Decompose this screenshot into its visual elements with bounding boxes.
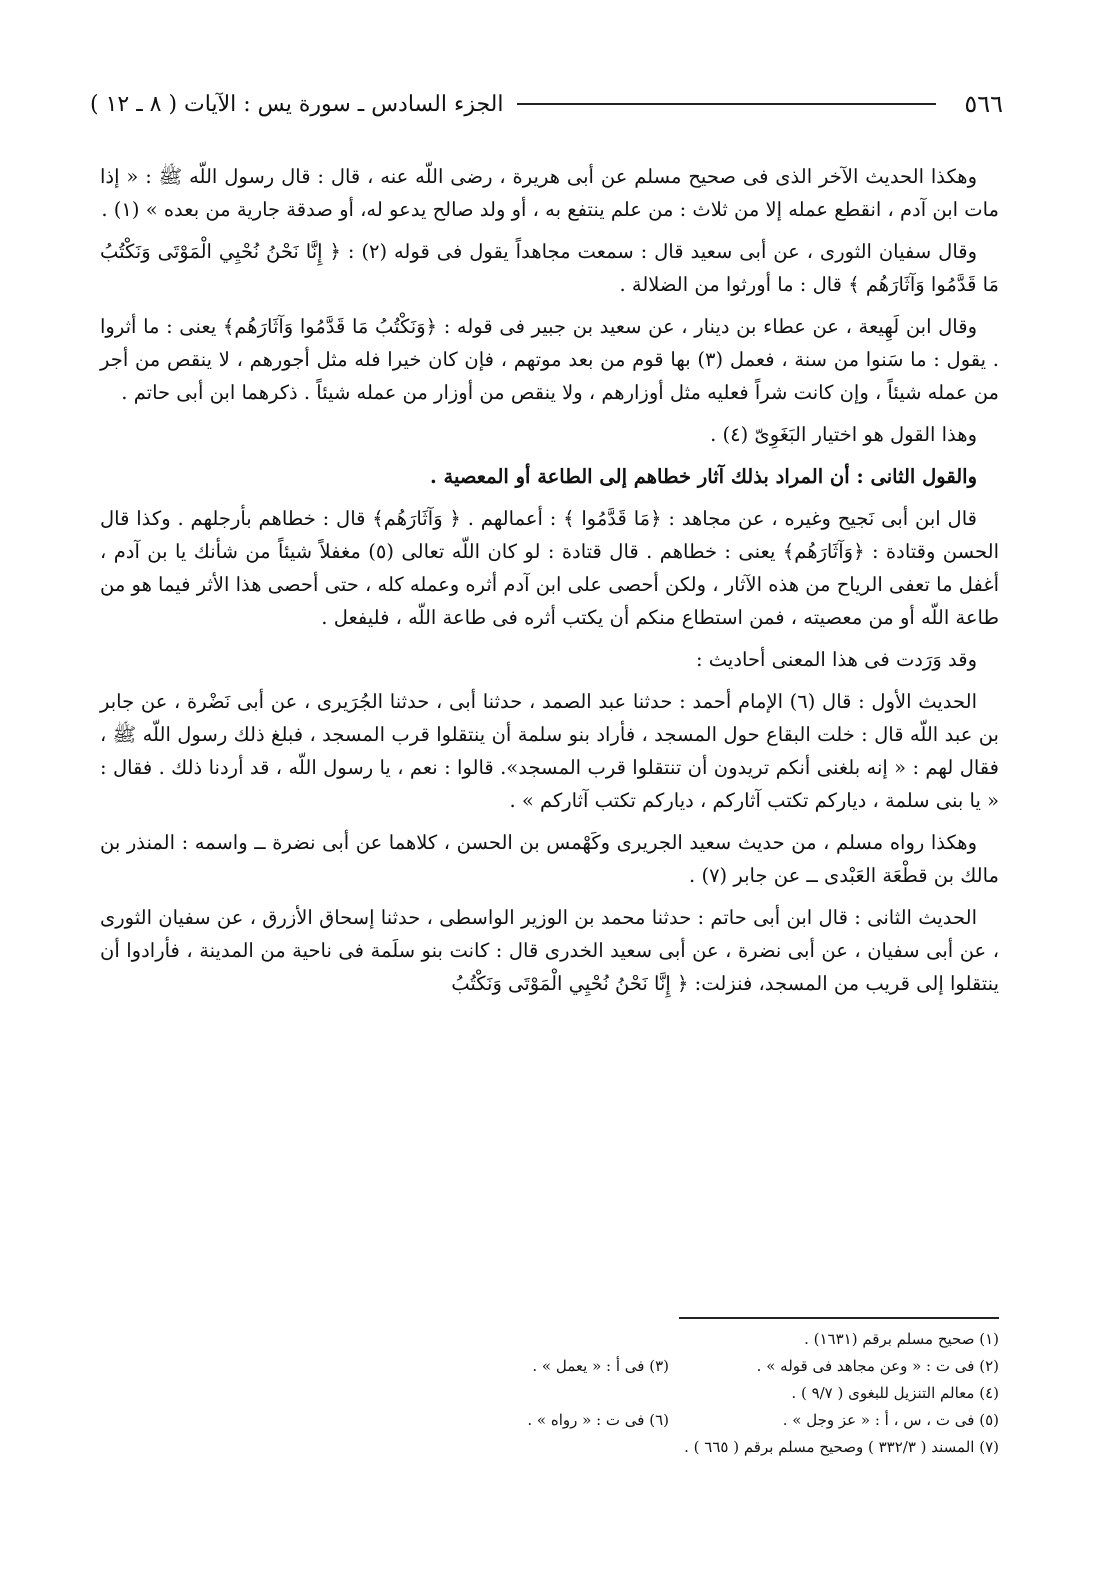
- header-title: الجزء السادس ـ سورة يس : الآيات ( ٨ ـ ١٢ ): [90, 91, 504, 117]
- paragraph-2: وقال سفيان الثورى ، عن أبى سعيد قال : سمعت مجاهداً يقول فى قوله (٢) : ﴿ إِنَّا نَحْنُ نُحْيِي الْمَوْتَى وَنَكْتُبُ مَا قَدَّمُوا وَآثَارَهُم ﴾ قال : ما أورثوا من الضلالة .: [100, 240, 999, 296]
- footnote-2: (٢) فى ت : « وعن مجاهد فى قوله » .: [756, 1357, 999, 1375]
- footnote-row: [160, 1407, 999, 1434]
- paragraph-1: وهكذا الحديث الآخر الذى فى صحيح مسلم عن أبى هريرة ، رضى اللّه عنه ، قال : قال رسول اللّه ﷺ : « إذا مات ابن آدم ، انقطع عمله إلا من ثلاث : من علم ينتفع به ، أو ولد صالح يدعو له، أو صدقة جارية من بعده » (١) .: [100, 165, 999, 221]
- paragraph-10: الحديث الثانى : قال ابن أبى حاتم : حدثنا محمد بن الوزير الواسطى ، حدثنا إسحاق الأزرق ، عن سفيان الثورى ، عن أبى سفيان ، عن أبى نضرة ، عن أبى سعيد الخدرى قال : كانت بنو سلَمة فى ناحية من المدينة ، فأرادوا أن ينتقلوا إلى قريب من المسجد، فنزلت: ﴿ إِنَّا نَحْنُ نُحْيِي الْمَوْتَى وَنَكْتُبُ: [100, 906, 999, 995]
- footnote-row: [160, 1380, 999, 1407]
- footnote-empty: [160, 1434, 684, 1461]
- footnote-5: (٥) فى ت ، س ، أ : « عز وجل » .: [782, 1411, 999, 1429]
- footnote-row: [160, 1353, 999, 1380]
- footnote-7: (٧) المسند ( ٣٣٢/٣ ) وصحيح مسلم برقم ( ٦٦٥ ) .: [684, 1438, 999, 1456]
- footnote-empty: [160, 1326, 669, 1353]
- footnote-empty: [160, 1380, 669, 1407]
- footnote-row: [160, 1434, 999, 1461]
- footnote-1: (١) صحيح مسلم برقم (١٦٣١) .: [804, 1330, 999, 1348]
- header-rule: [517, 103, 936, 105]
- footnote-6: (٦) فى ت : « رواه » .: [527, 1411, 669, 1429]
- footnote-row: [160, 1326, 999, 1353]
- main-text: [100, 160, 999, 1009]
- paragraph-8: الحديث الأول : قال (٦) الإمام أحمد : حدثنا عبد الصمد ، حدثنا أبى ، حدثنا الجُرَيرى ، عن أبى نَضْرة ، عن جابر بن عبد اللّه قال : خلت البقاع حول المسجد ، فأراد بنو سلمة أن ينتقلوا قرب المسجد ، فبلغ ذلك رسول اللّه ﷺ ، فقال لهم : « إنه بلغنى أنكم تريدون أن تنتقلوا قرب المسجد». قالوا : نعم ، يا رسول اللّه ، قد أردنا ذلك . فقال : « يا بنى سلمة ، دياركم تكتب آثاركم ، دياركم تكتب آثاركم » .: [100, 690, 999, 812]
- paragraph-4: وهذا القول هو اختيار البَغَوِىّ (٤) .: [710, 423, 977, 446]
- footnotes: [160, 1326, 999, 1461]
- footnote-4: (٤) معالم التنزيل للبغوى ( ٩/٧ ) .: [791, 1384, 999, 1402]
- page-number: ٥٦٦: [964, 90, 1003, 118]
- running-header: [90, 84, 1003, 124]
- footnote-rule: [679, 1317, 999, 1319]
- paragraph-3: وقال ابن لَهِيعة ، عن عطاء بن دينار ، عن سعيد بن جبير فى قوله : ﴿وَنَكْتُبُ مَا قَدَّمُوا وَآثَارَهُم﴾ يعنى : ما أثروا . يقول : ما سَنوا من سنة ، فعمل (٣) بها قوم من بعد موتهم ، فإن كان خيرا فله مثل أجورهم ، لا ينقص من أجر من عمله شيئاً ، وإن كانت شراً فعليه مثل أوزارهم ، ولا ينقص من أوزار من عمله شيئاً . ذكرهما ابن أبى حاتم .: [100, 315, 1000, 404]
- footnote-3: (٣) فى أ : « يعمل » .: [532, 1357, 669, 1375]
- paragraph-7: وقد وَرَدت فى هذا المعنى أحاديث :: [696, 648, 977, 671]
- paragraph-6: قال ابن أبى نَجيح وغيره ، عن مجاهد : ﴿مَا قَدَّمُوا ﴾ : أعمالهم . ﴿ وَآثَارَهُم﴾ قال : خطاهم بأرجلهم . وكذا قال الحسن وقتادة : ﴿وَآثَارَهُم﴾ يعنى : خطاهم . قال قتادة : لو كان اللّه تعالى (٥) مغفلاً شيئاً من شأنك يا بن آدم ، أغفل ما تعفى الرياح من هذه الآثار ، ولكن أحصى على ابن آدم أثره وعمله كله ، حتى أحصى هذا الأثر فيما هو من طاعة اللّه أو من معصيته ، فمن استطاع منكم أن يكتب أثره فى طاعة اللّه ، فليفعل .: [100, 507, 999, 629]
- paragraph-5: والقول الثانى : أن المراد بذلك آثار خطاهم إلى الطاعة أو المعصية .: [429, 465, 977, 488]
- paragraph-9: وهكذا رواه مسلم ، من حديث سعيد الجريرى وكَهْمس بن الحسن ، كلاهما عن أبى نضرة ــ واسمه : المنذر بن مالك بن قطْعَة العَبْدى ــ عن جابر (٧) .: [100, 831, 999, 887]
